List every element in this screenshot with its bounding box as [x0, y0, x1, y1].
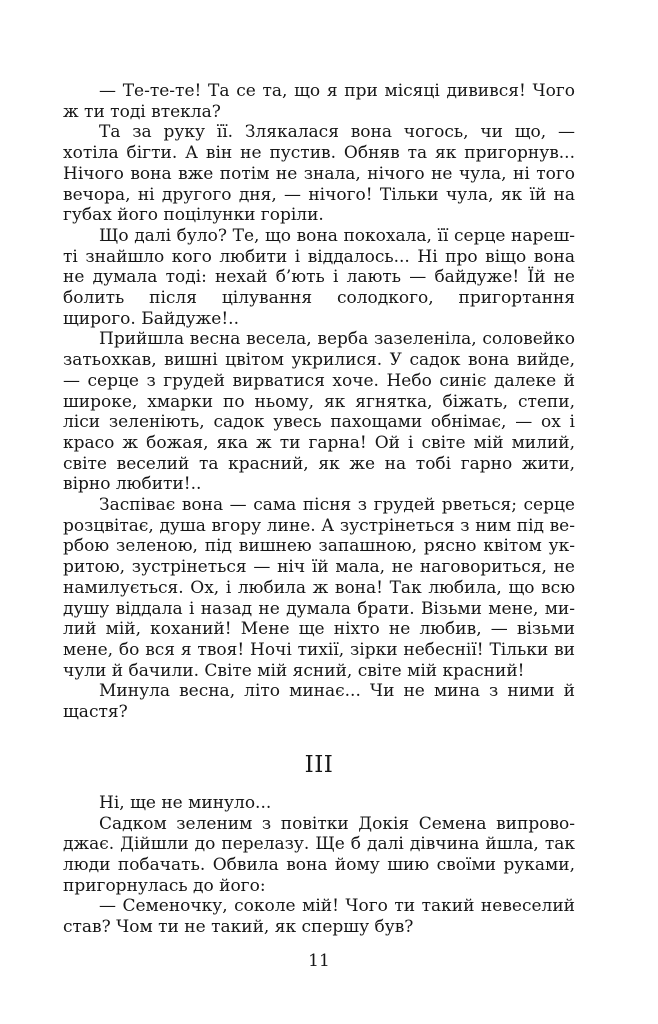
paragraph: Ні, ще не минуло... — [99, 792, 272, 813]
paragraph: Минула весна, літо минає... Чи не мина з ними й щастя? — [63, 681, 575, 723]
paragraph: Заспіває вона — сама пісня з грудей рветься; серце розцвітає, душа вгору лине. А зустрінеться з ним під вербою зеленою, під вишнею запашною, рясно квітом укритою, зустрінеться — ніч їй мала, не наговориться, не намилується. Ох, і любила ж вона! Так любила, що всю душу віддала і назад не думала брати. Візьми мене, милий мій, коханий! Мене ще ніхто не любив, — візьми мене, бо вся я твоя! Ночі тихії, зірки небеснії! Тільки ви чули й бачили. Світе мій ясний, світе мій красний! — [63, 495, 575, 681]
paragraph: Що далі було? Те, що вона покохала, її серце нарешті знайшло кого любити і віддалось... Ні про віщо вона не думала тоді: нехай б’ють і лають — байдуже! Їй не болить після цілування солодкого, пригортання щирого. Байдуже!.. — [63, 225, 575, 329]
paragraph: Та за руку її. Злякалася вона чогось, чи що, — хотіла бігти. А він не пустив. Обняв та як пригорнув... Нічого вона вже потім не знала, нічого не чула, ні того вечора, ні другого дня, — нічого! Тільки чула, як їй на губах його поцілунки горіли. — [63, 122, 575, 226]
paragraph: — Семеночку, соколе мій! Чого ти такий невеселий став? Чом ти не такий, як спершу був? — [63, 896, 575, 938]
paragraph: Прийшла весна весела, верба зазеленіла, соловейко затьохкав, вишні цвітом укрилися. У садок вона вийде, — серце з грудей вирватися хоче. Небо синіє далеке й широке, хмарки по ньому, як ягнятка, біжать, степи, ліси зеленіють, садок увесь пахощами обнімає, — ох і красо ж божая, яка ж ти гарна! Ой і світе мій милий, світе веселий та красний, як же на тобі гарно жити, вірно любити!.. — [63, 329, 575, 495]
page-number: 11 — [308, 951, 330, 971]
paragraph: — Те-те-те! Та се та, що я при місяці дивився! Чого ж ти тоді втекла? — [63, 81, 575, 122]
text-block — [63, 81, 575, 938]
section-heading: III — [304, 751, 334, 778]
paragraph: Садком зеленим з повітки Докія Семена випроводжає. Дійшли до перелазу. Ще б далі дівчина йшла, так люди побачать. Обвила вона йому шию своїми руками, пригорнулась до його: — [63, 813, 575, 896]
